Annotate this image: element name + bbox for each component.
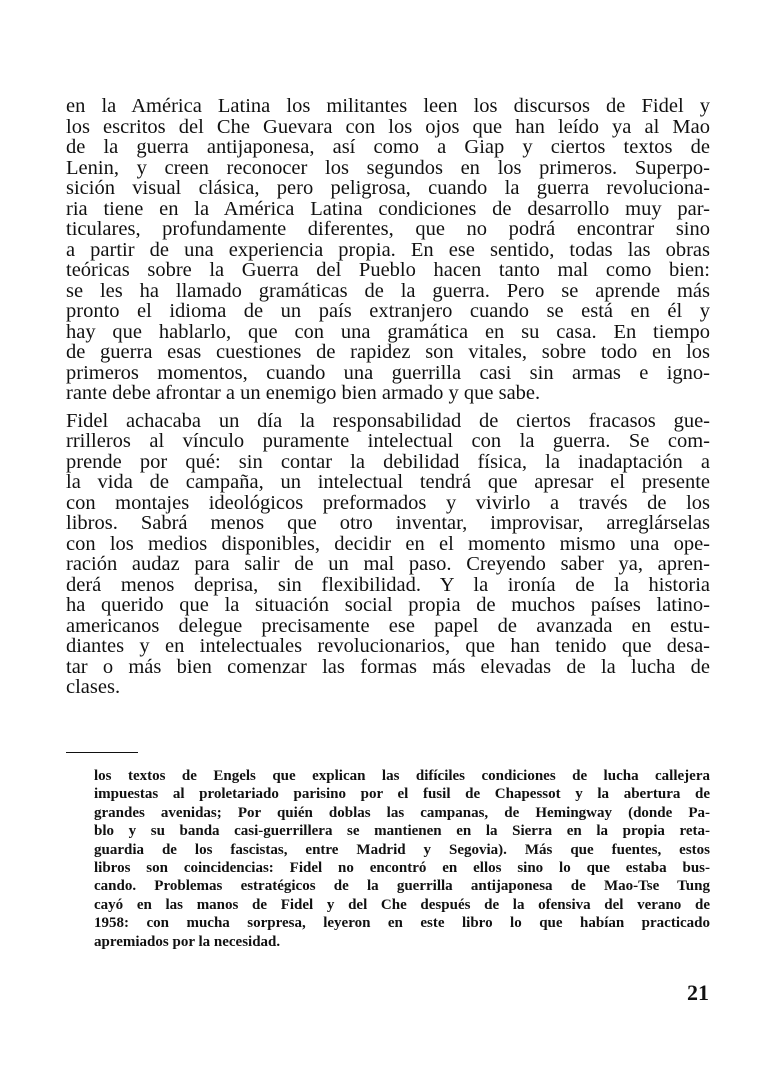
footnote-line: apremiados por la necesidad. — [94, 933, 281, 950]
footnote-divider — [66, 752, 138, 753]
footnote-line: los textos de Engels que explican las difíciles condiciones de lucha callejera — [94, 768, 710, 784]
footnote-line: grandes avenidas; Por quién doblas las campanas, de Hemingway (donde Pa- — [94, 804, 710, 821]
text-line: rante debe afrontar a un enemigo bien armado y que sabe. — [66, 382, 541, 404]
text-line: Fidel achacaba un día la responsabilidad de ciertos fracasos gue- — [66, 409, 710, 432]
text-line: libros. Sabrá menos que otro inventar, improvisar, arreglárselas — [66, 512, 710, 534]
text-line: hay que hablarlo, que con una gramática en su casa. En tiempo — [66, 320, 710, 343]
footnote-line: cando. Problemas estratégicos de la guerrilla antijaponesa de Mao-Tse Tung — [94, 878, 710, 895]
text-line: teóricas sobre la Guerra del Pueblo hacen tanto mal como bien: — [66, 259, 710, 281]
text-line: sición visual clásica, pero peligrosa, cuando la guerra revoluciona- — [66, 177, 710, 199]
footnote-line: 1958: con mucha sorpresa, leyeron en este libro lo que habían practicado — [94, 915, 710, 932]
text-line: tar o más bien comenzar las formas más elevadas de la lucha de — [66, 655, 710, 678]
text-line: con montajes ideológicos preformados y vivirlo a través de los — [66, 491, 710, 514]
footnote — [94, 767, 710, 951]
footnote-line: guardia de los fascistas, entre Madrid y Segovia). Más que fuentes, estos — [94, 841, 710, 858]
page-number: 21 — [687, 980, 709, 1005]
text-line: rrilleros al vínculo puramente intelectual con la guerra. Se com- — [66, 430, 710, 452]
text-line: Lenin, y creen reconocer los segundos en los primeros. Superpo- — [66, 156, 710, 179]
text-line: en la América Latina los militantes leen los discursos de Fidel y — [66, 95, 710, 117]
text-line: los escritos del Che Guevara con los ojos que han leído ya al Mao — [66, 115, 710, 138]
footnote-line: blo y su banda casi-guerrillera se mantienen en la Sierra en la propia reta- — [94, 823, 710, 840]
text-line: diantes y en intelectuales revolucionarios, que han tenido que desa- — [66, 635, 710, 657]
text-line: clases. — [66, 676, 121, 698]
main-text-column — [66, 96, 710, 698]
text-line: a partir de una experiencia propia. En ese sentido, todas las obras — [66, 238, 710, 261]
text-line: ticulares, profundamente diferentes, que no podrá encontrar sino — [66, 218, 710, 240]
text-line: derá menos deprisa, sin flexibilidad. Y la ironía de la historia — [66, 573, 710, 596]
text-line: prende por qué: sin contar la debilidad física, la inadaptación a — [66, 450, 710, 473]
text-line: ración audaz para salir de un mal paso. Creyendo saber ya, apren- — [66, 553, 710, 575]
text-line: ha querido que la situación social propia de muchos países latino- — [66, 594, 710, 616]
footnote-line: libros son coincidencias: Fidel no encontró en ellos sino lo que estaba bus- — [94, 860, 710, 877]
paragraph-2 — [66, 411, 710, 698]
text-line: primeros momentos, cuando una guerrilla casi sin armas e igno- — [66, 361, 710, 384]
text-line: con los medios disponibles, decidir en el momento mismo una ope- — [66, 532, 710, 555]
text-line: ria tiene en la América Latina condiciones de desarrollo muy par- — [66, 197, 710, 220]
text-line: se les ha llamado gramáticas de la guerra. Pero se aprende más — [66, 279, 710, 302]
text-line: americanos delegue precisamente ese papel de avanzada en estu- — [66, 614, 710, 637]
text-line: pronto el idioma de un país extranjero cuando se está en él y — [66, 300, 710, 322]
text-line: de la guerra antijaponesa, así como a Giap y ciertos textos de — [66, 136, 710, 158]
text-line: la vida de campaña, un intelectual tendrá que apresar el presente — [66, 471, 710, 493]
footnote-line: cayó en las manos de Fidel y del Che después de la ofensiva del verano de — [94, 896, 710, 913]
text-line: de guerra esas cuestiones de rapidez son vitales, sobre todo en los — [66, 341, 710, 363]
footnote-line: impuestas al proletariado parisino por el fusil de Chapessot y la abertura de — [94, 786, 710, 803]
paragraph-1 — [66, 96, 710, 404]
